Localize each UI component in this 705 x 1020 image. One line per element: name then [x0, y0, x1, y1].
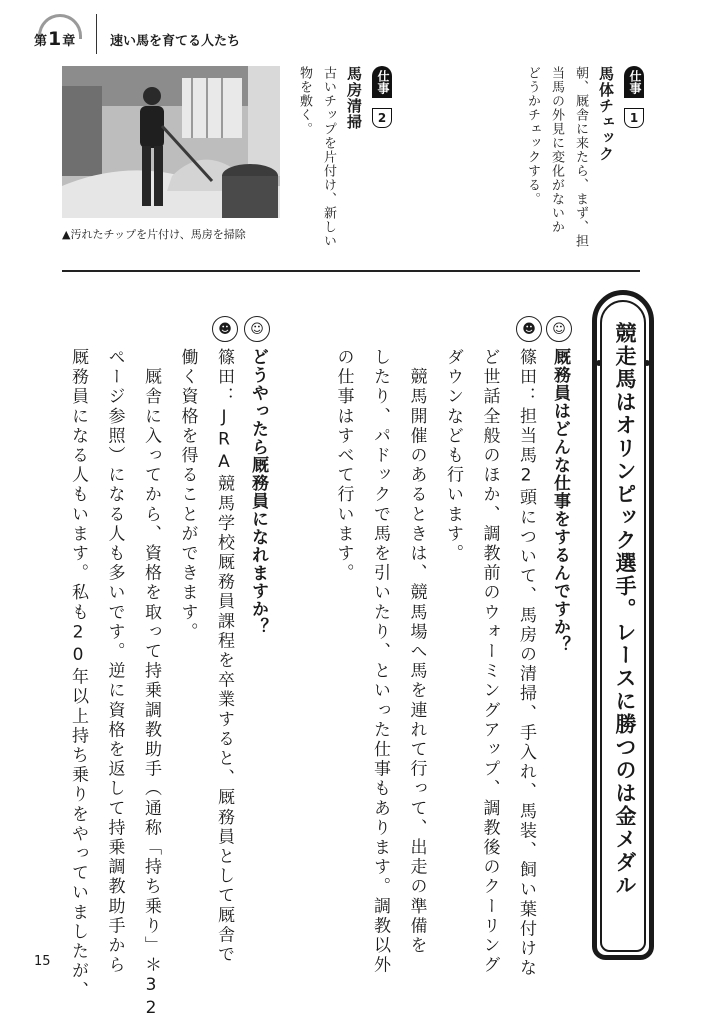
- answer-2: [58, 348, 242, 1020]
- interviewer-avatar: ☺: [244, 316, 270, 342]
- answer-2-line: ページ参照）になる人も多いです。逆に資格を返して持乗調教助手から: [104, 348, 125, 976]
- chapter-label: 第1章: [34, 28, 77, 50]
- task-2-number: 2: [372, 108, 392, 128]
- section-divider: [62, 270, 640, 272]
- answer-1-line: 競馬開催のあるときは、競馬場へ馬を連れて行って、出走の準備を: [406, 348, 427, 956]
- horseshoe-nail-hole: [644, 360, 650, 366]
- interviewee-avatar: ☻: [212, 316, 238, 342]
- task-1-body: [520, 66, 592, 248]
- answer-2-line: 厩舎に入ってから、資格を取って持乗調教助手（通称「持ち乗り」＊32: [141, 348, 161, 1020]
- answer-1-line: 篠田：担当馬2頭について、馬房の清掃、手入れ、馬装、飼い葉付けな: [516, 348, 536, 979]
- task-2-title: 馬房清掃: [345, 66, 363, 130]
- task-1-line: 当馬の外見に変化がないか: [549, 66, 564, 234]
- interviewee-avatar: ☻: [516, 316, 542, 342]
- answer-2-line: 厩務員になる人もいます。私も20年以上持ち乗りをやっていましたが、: [68, 348, 88, 1001]
- answer-2-line: 篠田：JRA競馬学校厩務員課程を卒業すると、厩務員として厩舎で: [214, 348, 234, 965]
- interviewer-avatar: ☺: [546, 316, 572, 342]
- task-1-line: どうかチェックする。: [525, 66, 540, 206]
- task-1-line: 朝、厩舎に来たら、まず、担: [573, 66, 588, 248]
- task-2-body: [292, 66, 340, 248]
- task-2-line: 古いチップを片付け、新しい: [321, 66, 336, 248]
- task-1-title: 馬体チェック: [597, 66, 615, 162]
- main-title: 競走馬はオリンピック選手。レースに勝つのは金メダル: [613, 322, 637, 897]
- task-2-label: 仕事: [372, 66, 392, 98]
- horseshoe-nail-hole: [596, 360, 602, 366]
- stable-illustration: [62, 66, 280, 218]
- header-divider: [96, 14, 97, 54]
- answer-1-line: ダウンなども行います。: [443, 348, 463, 564]
- chapter-title: 速い馬を育てる人たち: [110, 34, 241, 49]
- answer-1-line: したり、パドックで馬を引いたり、といった仕事もあります。調教以外: [370, 348, 390, 976]
- task-1-number: 1: [624, 108, 644, 128]
- answer-1-line: ど世話全般のほか、調教前のウォーミングアップ、調教後のクーリング: [479, 348, 500, 976]
- question-2: どうやったら厩務員になれますか？: [248, 348, 268, 636]
- stable-photo: [62, 66, 280, 218]
- answer-1: [324, 348, 544, 978]
- photo-caption: ▲汚れたチップを片付け、馬房を掃除: [62, 228, 246, 241]
- answer-1-line: の仕事はすべて行います。: [333, 348, 354, 584]
- task-2-line: 物を敷く。: [297, 66, 312, 136]
- answer-2-line: 働く資格を得ることができます。: [177, 348, 198, 642]
- task-1-label: 仕事: [624, 66, 644, 98]
- page-number: 15: [34, 954, 51, 969]
- question-1: 厩務員はどんな仕事をするんですか？: [550, 348, 570, 654]
